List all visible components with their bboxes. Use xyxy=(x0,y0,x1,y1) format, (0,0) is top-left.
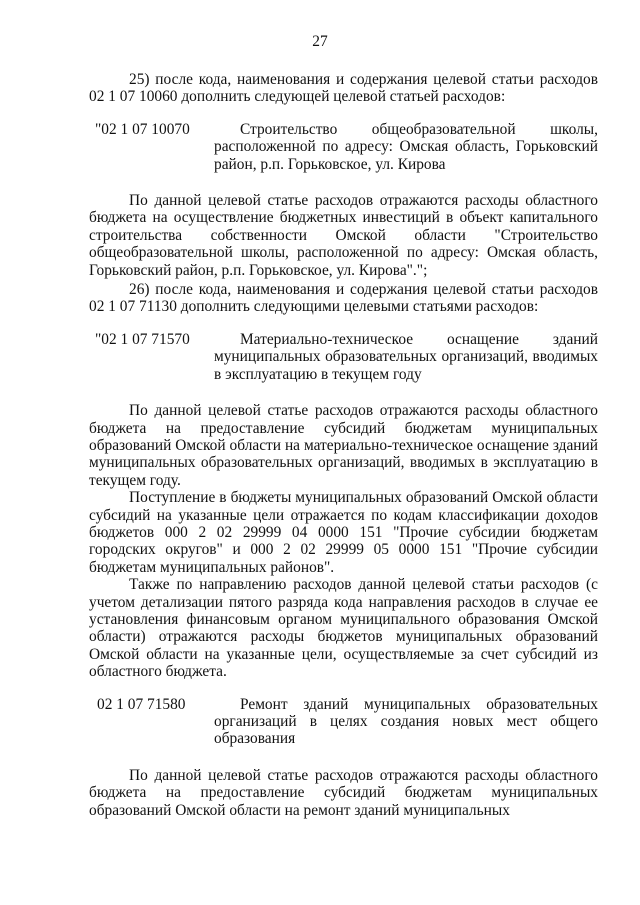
document-body xyxy=(89,71,598,819)
budget-entry-71570 xyxy=(89,331,598,383)
paragraph-description: По данной целевой статье расходов отражаются расходы областного бюджета на предоставление субсидий бюджетам муниципальных образований Омской области на материально-техническое оснащение зданий муниципальных образовательных организаций, вводимых в эксплуатацию в текущем году. xyxy=(89,402,598,489)
paragraph-item-26: 26) после кода, наименования и содержания целевой статьи расходов 02 1 07 71130 дополнить следующими целевыми статьями расходов: xyxy=(89,281,598,316)
budget-entry-10070 xyxy=(89,121,598,173)
entry-title: Материально-техническое оснащение зданий муниципальных образовательных организаций, вводимых в эксплуатацию в текущем году xyxy=(214,330,598,383)
paragraph-revenue-codes: Поступление в бюджеты муниципальных образований Омской области субсидий на указанные цели отражается по кодам классификации доходов бюджетов 000 2 02 29999 04 0000 151 "Прочие субсидии бюджетам городских округов" и 000 2 02 29999 05 0000 151 "Прочие субсидии бюджетам муниципальных районов". xyxy=(89,489,598,576)
budget-entry-71580 xyxy=(89,696,598,748)
paragraph-additional: Также по направлению расходов данной целевой статьи расходов (с учетом детализации пятого разряда кода направления расходов в случае ее установления финансовым органом муниципального образования Омской области) отражаются расходы бюджетов муниципальных образований Омской области на указанные цели, осуществляемые за счет субсидий из областного бюджета. xyxy=(89,576,598,681)
entry-code: 02 1 07 71580 xyxy=(97,695,186,713)
entry-code: "02 1 07 10070 xyxy=(95,120,190,138)
paragraph-description: По данной целевой статье расходов отражаются расходы областного бюджета на осуществление бюджетных инвестиций в объект капитального строительства собственности Омской области "Строительство общеобразовательной школы, расположенной по адресу: Омская область, Горьковский район, р.п. Горьковское, ул. Кирова"."; xyxy=(89,192,598,279)
entry-code: "02 1 07 71570 xyxy=(95,330,190,348)
page-number: 27 xyxy=(312,33,328,50)
entry-title: Строительство общеобразовательной школы, расположенной по адресу: Омская область, Горьковский район, р.п. Горьковское, ул. Кирова xyxy=(214,120,598,173)
paragraph-description: По данной целевой статье расходов отражаются расходы областного бюджета на предоставление субсидий бюджетам муниципальных образований Омской области на ремонт зданий муниципальных xyxy=(89,766,598,819)
paragraph-item-25: 25) после кода, наименования и содержания целевой статьи расходов 02 1 07 10060 дополнить следующей целевой статьей расходов: xyxy=(89,71,598,106)
entry-title: Ремонт зданий муниципальных образовательных организаций в целях создания новых мест общего образования xyxy=(214,695,598,748)
